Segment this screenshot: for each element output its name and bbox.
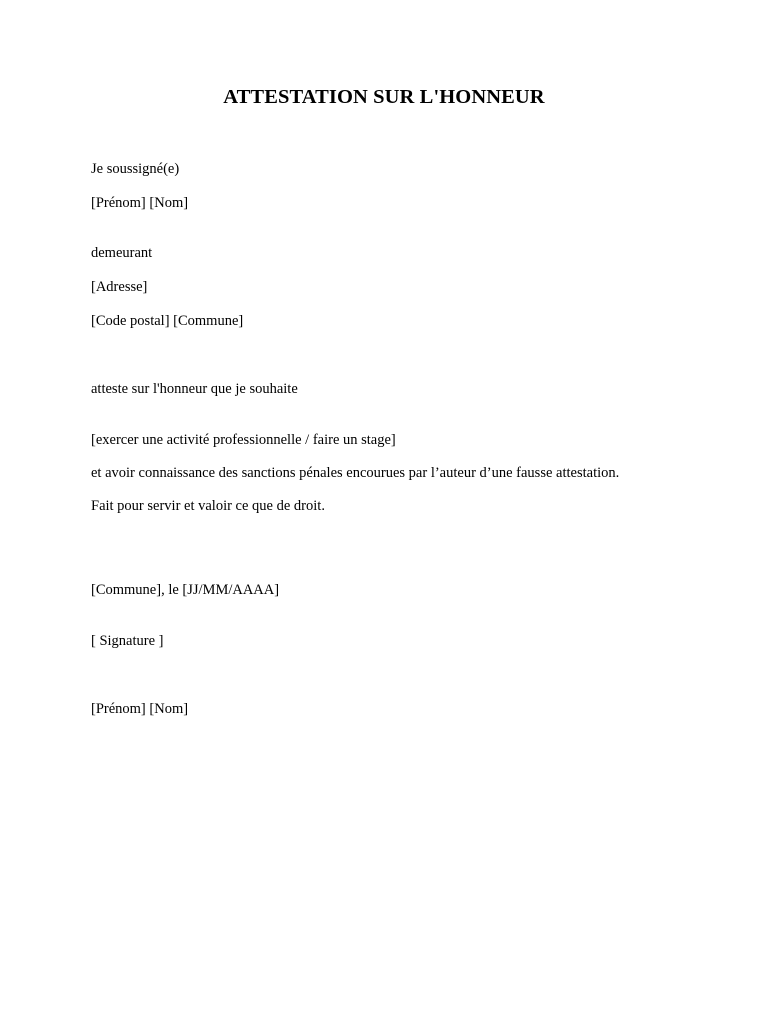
address-placeholder: [Adresse] <box>91 279 148 295</box>
activity-placeholder: [exercer une activité professionnelle / faire un stage] <box>91 432 396 448</box>
sanctions-statement: et avoir connaissance des sanctions pénales encourues par l’auteur d’une fausse attestation. <box>91 465 620 481</box>
place-date-placeholder: [Commune], le [JJ/MM/AAAA] <box>91 582 280 598</box>
closing-formula: Fait pour servir et valoir ce que de droit. <box>91 498 325 514</box>
signatory-name-placeholder: [Prénom] [Nom] <box>91 701 189 717</box>
document-title: ATTESTATION SUR L'HONNEUR <box>223 86 545 108</box>
soussigne-text: Je soussigné(e) <box>91 161 180 177</box>
demeurant-text: demeurant <box>91 245 153 261</box>
identity-placeholder: [Prénom] [Nom] <box>91 195 189 211</box>
signature-placeholder: [ Signature ] <box>91 633 164 649</box>
postal-code-city-placeholder: [Code postal] [Commune] <box>91 313 244 329</box>
attestation-statement: atteste sur l'honneur que je souhaite <box>91 381 298 397</box>
